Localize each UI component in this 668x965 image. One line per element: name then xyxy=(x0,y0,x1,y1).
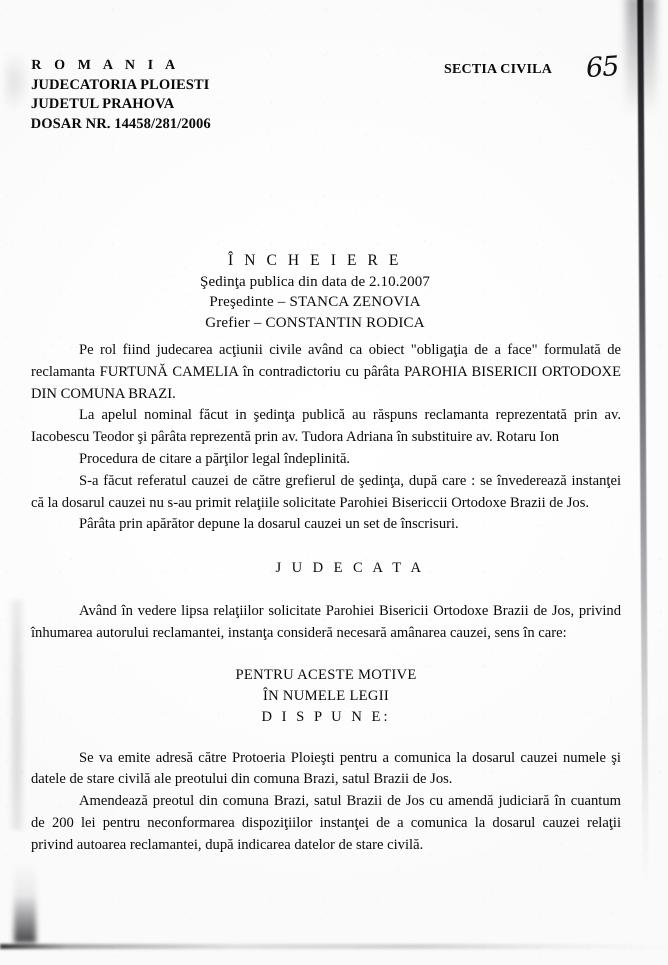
title-block xyxy=(0,251,630,333)
paragraph-order-fine: Amendează preotul din comuna Brazi, satul Brazii de Jos cu amendă judiciară în cuantum de 200 lei pentru neconformarea dispoziţiilor instanţei de a comunica la dosarul cauzei relaţii privind autoarea reclamantei, după indicarea datelor de stare civilă. xyxy=(31,793,621,853)
session-date: Şedinţa publica din data de 2.10.2007 xyxy=(200,273,430,290)
paragraph-summons-procedure: Procedura de citare a părţilor legal îndeplinită. xyxy=(79,450,351,467)
ruling-line-dispune: D I S P U N E: xyxy=(261,708,391,725)
paragraph-clerk-report: S-a făcut referatul cauzei de către grefierul de şedinţa, după care : se învederează instanţei că la dosarul cauzei nu s-au primit relaţiile solicitate Parohiei Bisericcii Ortodoxe Brazii de Jos. xyxy=(31,472,621,511)
header-section: SECTIA CIVILA xyxy=(444,62,553,77)
ruling-heading-block xyxy=(31,665,621,728)
header-county: JUDETUL PRAHOVA xyxy=(30,96,175,112)
document-title: Î N C H E I E R E xyxy=(228,252,402,269)
president-name: Preşedinte – STANCA ZENOVIA xyxy=(209,294,421,310)
header-file-number: DOSAR NR. 14458/281/2006 xyxy=(30,115,211,132)
section-heading-judecata: J U D E C A T A xyxy=(275,560,425,577)
handwritten-page-number: 65 xyxy=(584,50,620,85)
paragraph-court-reasoning: Având în vedere lipsa relaţiilor solicitate Parohiei Bisericii Ortodoxe Brazii de Jos, privind înhumarea autorului reclamantei, instanţa consideră necesară amânarea cauzei, sens în care: xyxy=(31,602,621,641)
paragraph-nominal-call: La apelul nominal făcut in şedinţa publică au răspuns reclamanta reprezentată prin av. Iacobescu Teodor şi pârâta reprezentă prin av. Tudora Adriana în substituire av. Rotaru Ion xyxy=(31,407,621,446)
document-header xyxy=(30,50,631,134)
paragraph-defendant-documents: Pârâta prin apărător depune la dosarul cauzei un set de înscrisuri. xyxy=(79,516,459,533)
header-country: R O M A N I A xyxy=(31,58,180,73)
document-body xyxy=(31,340,621,857)
ruling-line-in-numele-legii: ÎN NUMELE LEGII xyxy=(262,687,390,704)
paragraph-order-address: Se va emite adresă către Protoeria Ploieşti pentru a comunica la dosarul cauzei numele şi datele de stare civilă ale preotului din comuna Brazi, satul Brazii de Jos. xyxy=(31,749,621,788)
paragraph-case-object: Pe rol fiind judecarea acţiunii civile având ca obiect "obligaţia de a face" formulată de reclamanta FURTUNĂ CAMELIA în contradictoriu cu pârâta PAROHIA BISERICII ORTODOXE DIN COMUNA BRAZI. xyxy=(31,342,621,402)
ruling-line-pentru-aceste-motive: PENTRU ACESTE MOTIVE xyxy=(235,666,417,683)
clerk-name: Grefier – CONSTANTIN RODICA xyxy=(205,314,425,331)
header-court: JUDECATORIA PLOIESTI xyxy=(31,76,210,93)
